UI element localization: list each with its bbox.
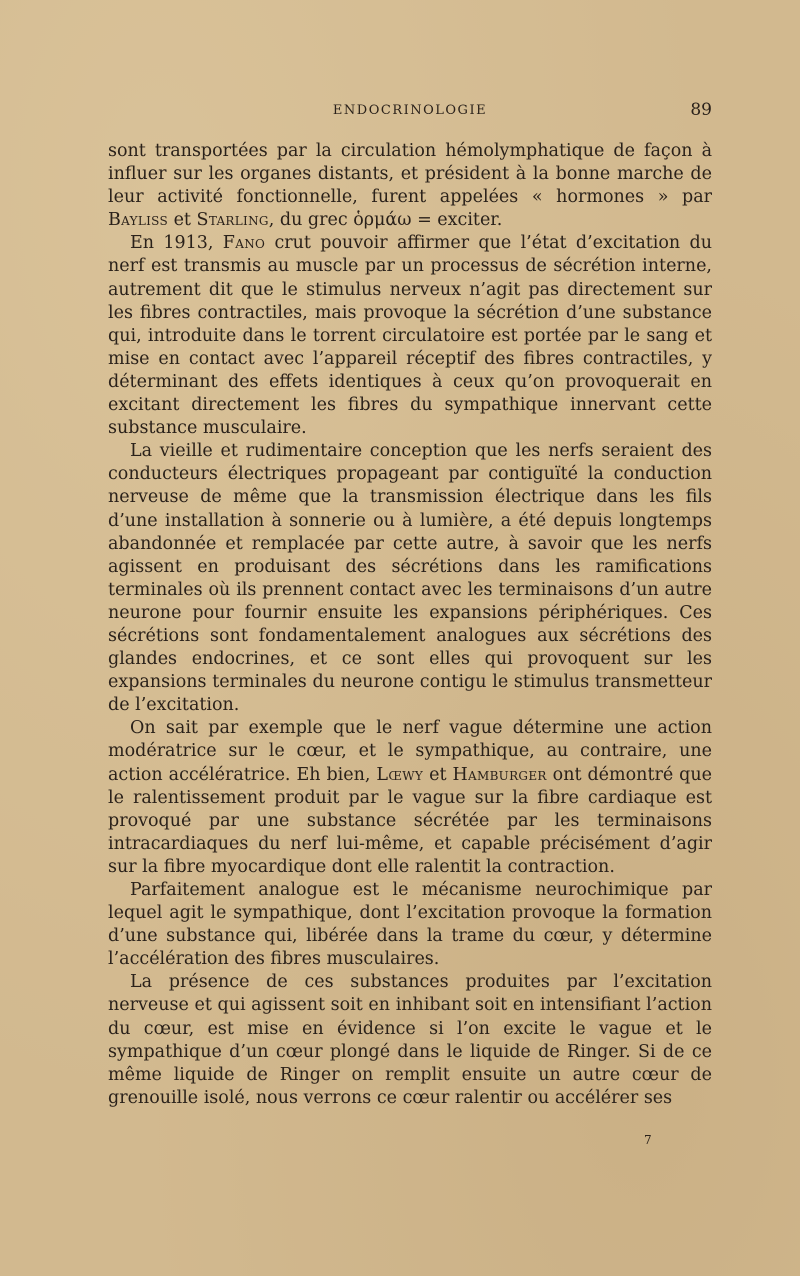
paragraph-4-joiner: et: [423, 764, 453, 785]
paragraph-6: La présence de ces substances produites par l’excitation nerveuse et qui agissent soit en inhibant soit en intensifiant l’action du cœur, est mise en évidence si l’on excite le vague et le sympathique d’un cœur plongé dans le liquide de Ringer. Si de ce même liquide de Ringer on remplit ensuite un autre cœur de grenouille isolé, nous verrons ce cœur ralentir ou accélérer ses: [108, 972, 712, 1108]
paragraph-4: [108, 717, 712, 879]
author-starling: Starling: [196, 210, 269, 231]
author-fano: Fano: [222, 233, 266, 254]
paragraph-1-joiner: et: [168, 210, 197, 231]
author-hamburger: Hamburger: [452, 764, 547, 785]
paragraph-4-end: ont démontré que le ralentissement produit par le vague sur la fibre cardiaque est provoqué par une substance sécrétée par les terminaisons intracardiaques du nerf lui-même, et capable précisément d’agir sur la fibre myocardique dont elle ralentit la contraction.: [108, 764, 712, 877]
signature-mark: 7: [644, 1133, 652, 1147]
paragraph-2: [108, 232, 712, 440]
running-title: ENDOCRINOLOGIE: [332, 103, 488, 118]
paragraph-2-start: En 1913,: [130, 233, 223, 254]
body-text: [108, 140, 712, 1110]
paragraph-1: [108, 140, 712, 232]
paragraph-1-text: sont transportées par la circulation hémolymphatique de façon à influer sur les organes distants, et président à la bonne marche de leur activité fonctionnelle, furent appelées « hormones » par: [108, 141, 712, 208]
paragraph-3: La vieille et rudimentaire conception que les nerfs seraient des conducteurs électriques propageant par contiguïté la conduction nerveuse de même que la transmission électrique dans les fils d’une installation à sonnerie ou à lumière, a été depuis longtemps abandonnée et remplacée par cette autre, à savoir que les nerfs agissent en produisant des sécrétions dans les ramifications terminales où ils prennent contact avec les terminaisons d’un autre neurone pour fournir ensuite les expansions périphériques. Ces sécrétions sont fondamentalement analogues aux sécrétions des glandes endocrines, et ce sont elles qui provoquent sur les expansions terminales du neurone contigu le stimulus transmetteur de l’excitation.: [108, 441, 712, 716]
paragraph-5: Parfaitement analogue est le mécanisme neurochimique par lequel agit le sympathique, dont l’excitation provoque la formation d’une substance qui, libérée dans la trame du cœur, y détermine l’accélération des fibres musculaires.: [108, 880, 712, 970]
page-number: 89: [690, 100, 712, 120]
paragraph-4-text: On sait par exemple que le nerf vague détermine une action modératrice sur le cœur, et le sympathique, au contraire, une action accélératrice. Eh bien,: [108, 718, 712, 785]
author-loewy: Lœwy: [376, 764, 424, 785]
running-head: [108, 100, 712, 123]
paragraph-1-end: , du grec ὁρμάω = exciter.: [268, 210, 503, 231]
author-bayliss: Bayliss: [108, 210, 169, 231]
paragraph-2-text: crut pouvoir affirmer que l’état d’excitation du nerf est transmis au muscle par un processus de sécrétion interne, autrement dit que le stimulus nerveux n’agit pas directement sur les fibres contractiles, mais provoque la sécrétion d’une substance qui, introduite dans le torrent circulatoire est portée par le sang et mise en contact avec l’appareil réceptif des fibres contractiles, y déterminant des effets identiques à ceux qu’on provoquerait en excitant directement les fibres du sympathique innervant cette substance musculaire.: [108, 233, 712, 439]
